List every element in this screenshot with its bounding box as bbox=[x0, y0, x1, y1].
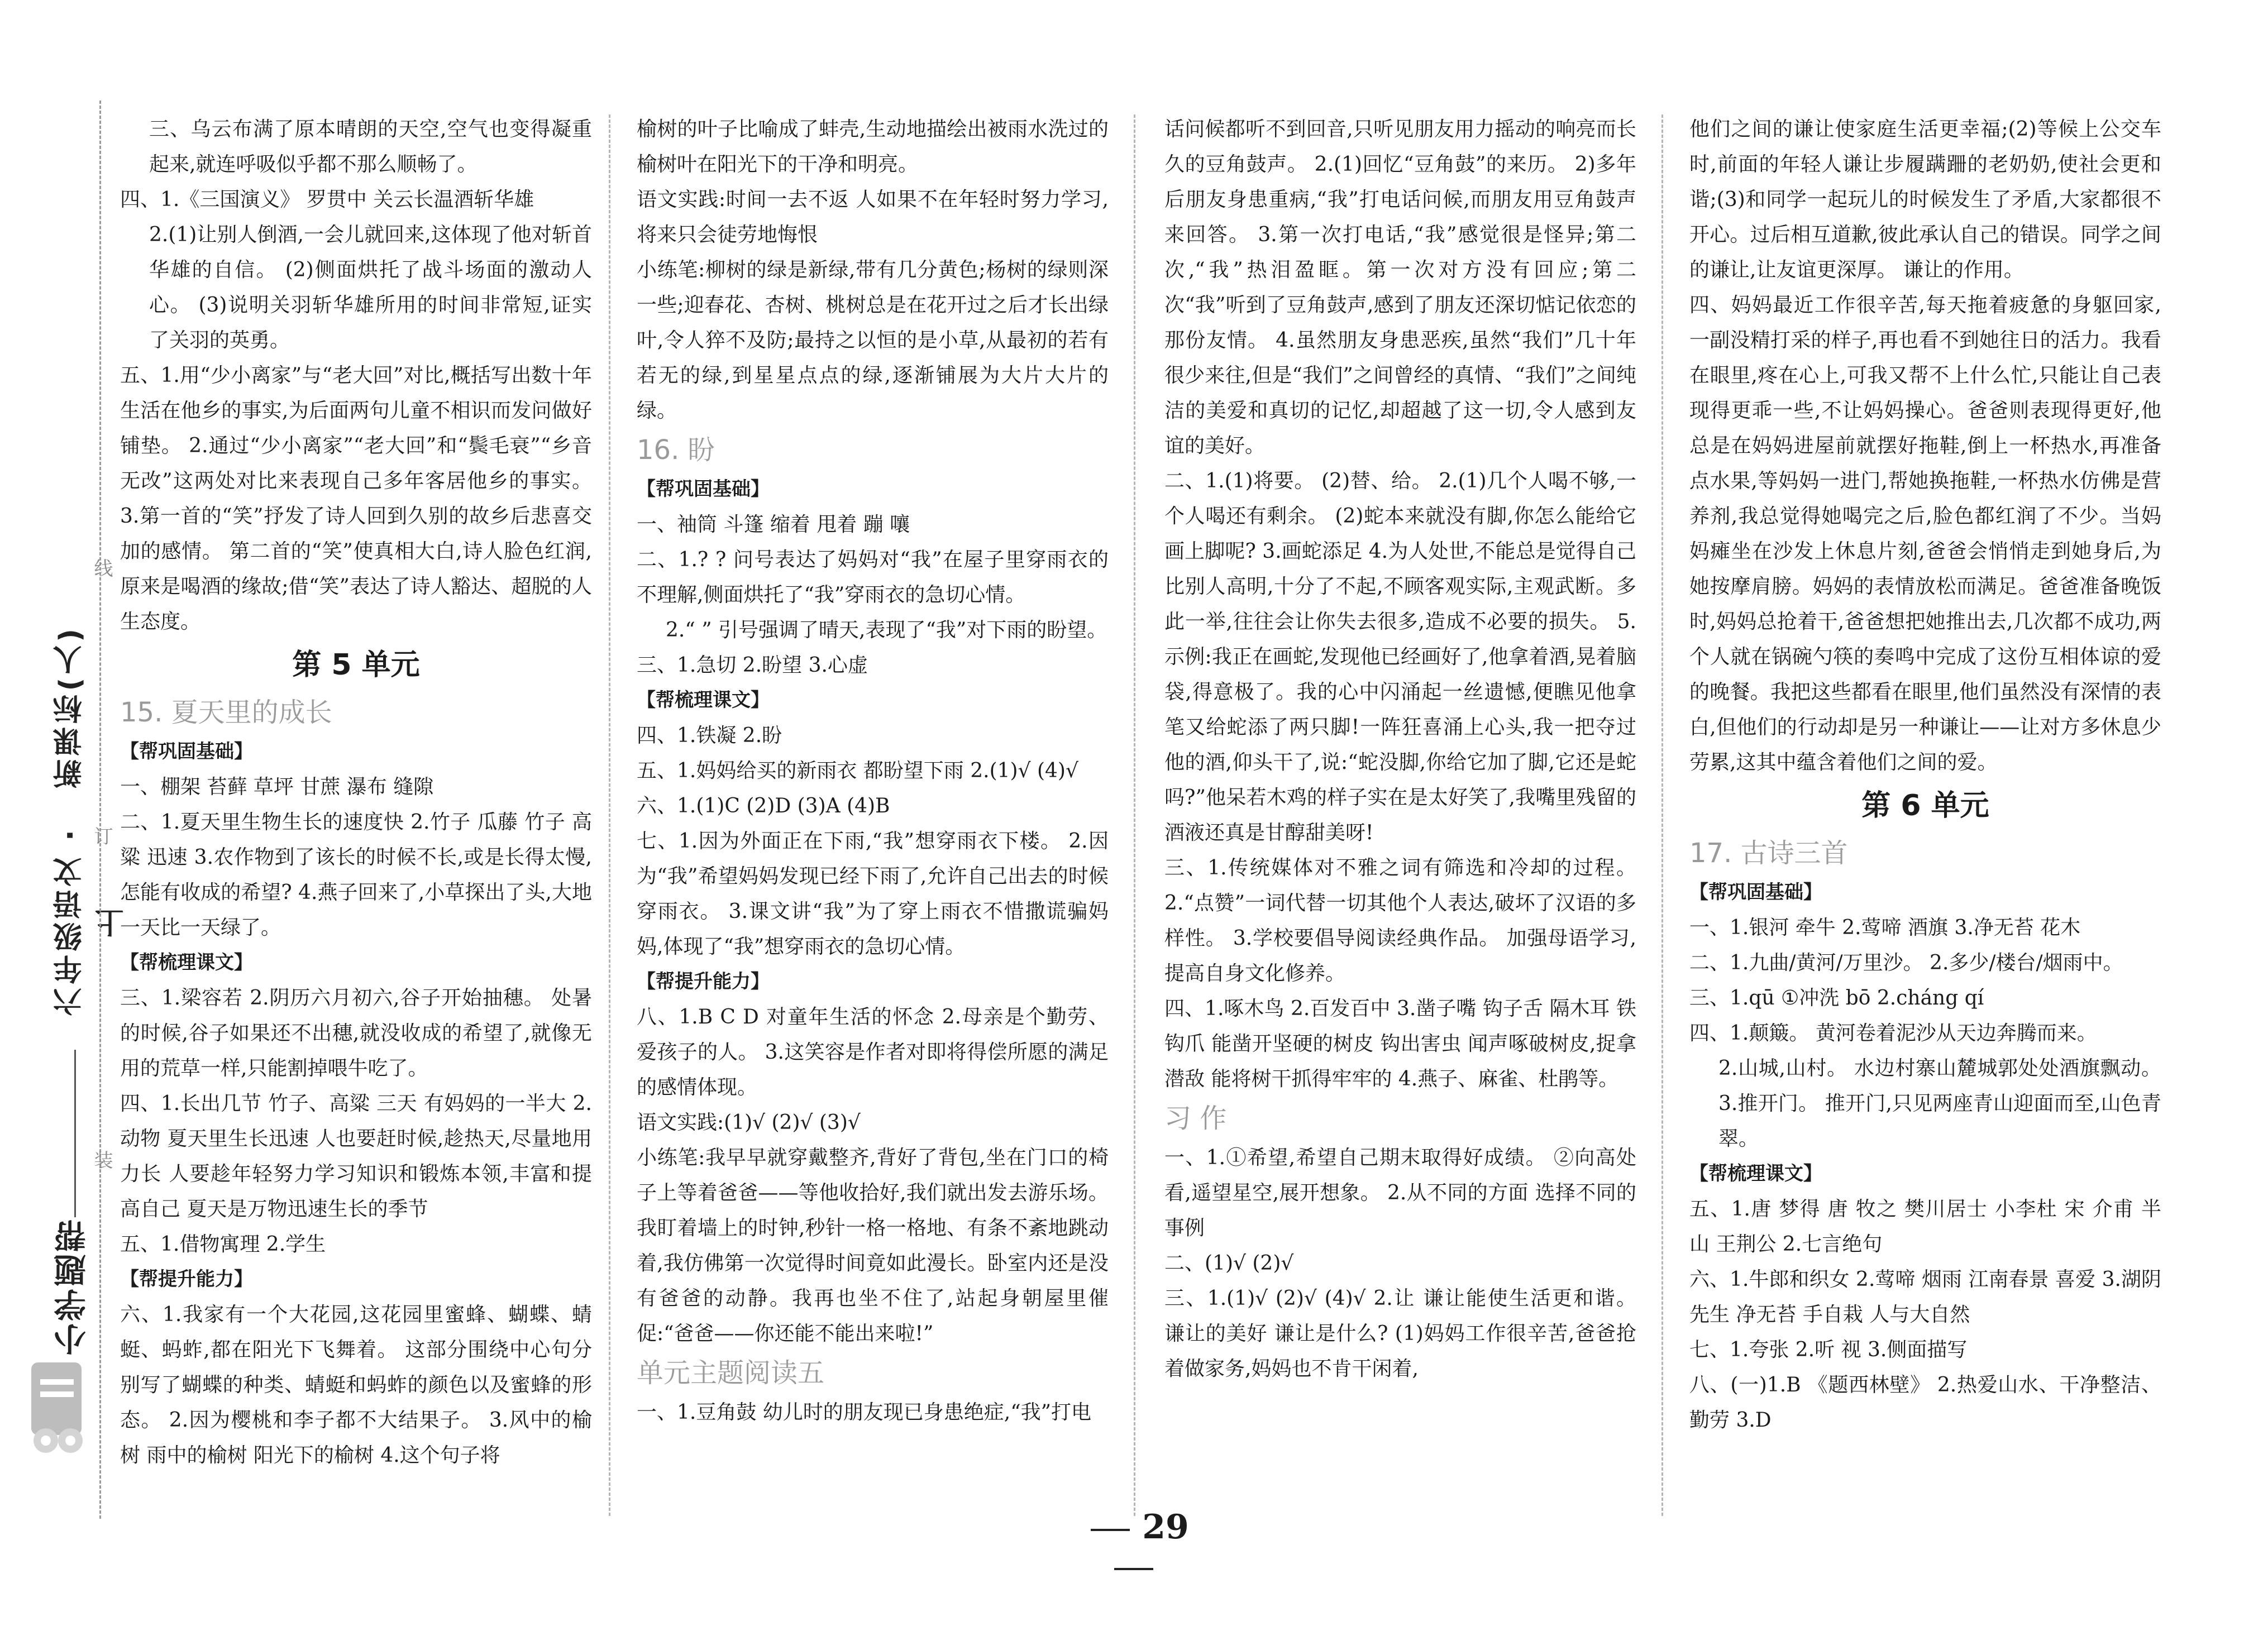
answer-column-2 bbox=[637, 112, 1109, 1430]
answer-paragraph: 语文实践:(1)√ (2)√ (3)√ bbox=[637, 1111, 861, 1134]
page-number: 29 bbox=[1050, 1508, 1217, 1586]
answer-paragraph: 五、1.借物寓理 2.学生 bbox=[120, 1233, 326, 1256]
column-divider bbox=[1134, 114, 1135, 1516]
section-tag: 【帮梳理课文】 bbox=[1689, 1163, 1822, 1185]
book-title: 六年级语文 · 上 bbox=[54, 826, 129, 1016]
unit-heading: 第 6 单元 bbox=[1861, 789, 1989, 822]
section-tag: 【帮梳理课文】 bbox=[120, 951, 253, 974]
section-tag: 【帮巩固基础】 bbox=[637, 478, 770, 500]
answer-paragraph: 二、1.夏天里生物生长的速度快 2.竹子 瓜藤 竹子 高粱 迅速 3.农作物到了该长的时候不长,或是长得太慢,怎能有收成的希望? 4.燕子回来了,小草探出了头,大地一天比一天绿了。 bbox=[120, 811, 592, 939]
answer-paragraph: 2.“ ” 引号强调了晴天,表现了“我”对下雨的盼望。 bbox=[666, 619, 1107, 642]
answer-paragraph: 一、1.银河 牵牛 2.莺啼 酒旗 3.净无苔 花木 bbox=[1689, 916, 2081, 939]
answer-paragraph: 八、1.B C D 对童年生活的怀念 2.母亲是个勤劳、爱孩子的人。 3.这笑容是作者对即将得偿所愿的满足的感情体现。 bbox=[637, 1006, 1109, 1099]
answer-paragraph: 六、1.牛郎和织女 2.莺啼 烟雨 江南春景 喜爱 3.湖阴先生 净无苔 手自栽 人与大自然 bbox=[1689, 1268, 2161, 1326]
answer-paragraph: 三、1.急切 2.盼望 3.心虚 bbox=[637, 654, 868, 677]
section-tag: 【帮提升能力】 bbox=[637, 970, 770, 993]
answer-paragraph: 他们之间的谦让使家庭生活更幸福;(2)等候上公交车时,前面的年轻人谦让步履蹒跚的老奶奶,使社会更和谐;(3)和同学一起玩儿的时候发生了矛盾,大家都很不开心。过后相互道歉,彼此承认自己的错误。同学之间的谦让,让友谊更深厚。 谦让的作用。 bbox=[1689, 118, 2161, 281]
answer-paragraph: 一、1.豆角鼓 幼儿时的朋友现已身患绝症,“我”打电 bbox=[637, 1401, 1092, 1424]
answer-paragraph: 三、1.传统媒体对不雅之词有筛选和冷却的过程。 2.“点赞”一词代替一切其他个人表达,破坏了汉语的多样性。 3.学校要倡导阅读经典作品。 加强母语学习,提高自身文化修养。 bbox=[1164, 857, 1636, 985]
brand-name: 小学题帮 bbox=[54, 1217, 92, 1356]
answer-paragraph: 七、1.夸张 2.听 视 3.侧面描写 bbox=[1689, 1338, 1968, 1361]
section-tag: 【帮巩固基础】 bbox=[1689, 881, 1822, 903]
answer-paragraph: 七、1.因为外面正在下雨,“我”想穿雨衣下楼。 2.因为“我”希望妈妈发现已经下雨了,允许自己出去的时候穿雨衣。 3.课文讲“我”为了穿上雨衣不惜撒谎骗妈妈,体现了“我”想穿雨衣的急切心情。 bbox=[637, 830, 1109, 958]
answer-paragraph: 四、妈妈最近工作很辛苦,每天拖着疲惫的身躯回家,一副没精打采的样子,再也看不到她往日的活力。我看在眼里,疼在心上,可我又帮不上什么忙,只能让自己表现得更乖一些,不让妈妈操心。爸爸则表现得更好,他总是在妈妈进屋前就摆好拖鞋,倒上一杯热水,再准备点水果,等妈妈一进门,帮她换拖鞋,一杯热水仿佛是营养剂,我总觉得她喝完之后,脸色都红润了不少。当妈妈瘫坐在沙发上休息片刻,爸爸会悄悄走到她身后,为她按摩肩膀。妈妈的表情放松而满足。爸爸准备晚饭时,妈妈总抢着干,爸爸想把她推出去,几次都不成功,两个人就在锅碗勺筷的奏鸣中完成了这份互相体谅的爱的晚餐。我把这些都看在眼里,他们虽然没有深情的表白,但他们的行动却是另一种谦让——让对方多休息少劳累,这其中蕴含着他们之间的爱。 bbox=[1689, 294, 2161, 774]
answer-column-4 bbox=[1689, 112, 2161, 1438]
reading-title: 单元主题阅读五 bbox=[637, 1357, 825, 1389]
unit-heading: 第 5 单元 bbox=[292, 648, 420, 682]
answer-paragraph: 2.(1)让别人倒酒,一会儿就回来,这体现了他对斩首华雄的自信。 (2)侧面烘托了战斗场面的激动人心。 (3)说明关羽斩华雄所用的时间非常短,证实了关羽的英勇。 bbox=[149, 223, 592, 352]
column-divider bbox=[609, 114, 610, 1516]
answer-paragraph: 五、1.唐 梦得 唐 牧之 樊川居士 小李杜 宋 介甫 半山 王荆公 2.七言绝句 bbox=[1689, 1198, 2161, 1256]
answer-paragraph: 六、1.我家有一个大花园,这花园里蜜蜂、蝴蝶、蜻蜓、蚂蚱,都在阳光下飞舞着。 这部分围绕中心句分别写了蝴蝶的种类、蜻蜓和蚂蚱的颜色以及蜜蜂的形态。 2.因为樱桃和李子都不大结果子。 3.风中的榆树 雨中的榆树 阳光下的榆树 4.这个句子将 bbox=[120, 1303, 592, 1467]
answer-paragraph: 四、1.《三国演义》 罗贯中 关云长温酒斩华雄 bbox=[120, 188, 534, 211]
lesson-title: 15. 夏天里的成长 bbox=[120, 697, 332, 728]
binding-sidebar bbox=[10, 0, 129, 1631]
answer-paragraph: 小练笔:柳树的绿是新绿,带有几分黄色;杨树的绿则深一些;迎春花、杏树、桃树总是在花开过之后才长出绿叶,令人猝不及防;最持之以恒的是小草,从最初的若有若无的绿,到星星点点的绿,逐渐铺展为大片大片的绿。 bbox=[637, 259, 1109, 422]
answer-paragraph: 二、(1)√ (2)√ bbox=[1164, 1252, 1294, 1275]
answer-paragraph: 三、1.qū ①冲洗 bō 2.cháng qí bbox=[1689, 987, 1984, 1010]
book-logo-icon bbox=[27, 1357, 88, 1463]
answer-paragraph: 八、(一)1.B 《题西林壁》 2.热爱山水、干净整洁、勤劳 3.D bbox=[1689, 1374, 2161, 1432]
cut-mark-line: 线 bbox=[90, 558, 113, 577]
answer-paragraph: 2.山城,山村。 水边村寨山麓城郭处处酒旗飘动。 3.推开门。 推开门,只见两座青山迎面而至,山色青翠。 bbox=[1718, 1057, 2161, 1150]
answer-paragraph: 三、1.梁容若 2.阴历六月初六,谷子开始抽穗。 处暑的时候,谷子如果还不出穗,就没收成的希望了,就像无用的荒草一样,只能割掉喂牛吃了。 bbox=[120, 987, 592, 1080]
writing-title: 习 作 bbox=[1164, 1103, 1227, 1134]
answer-paragraph: 四、1.铁凝 2.盼 bbox=[637, 724, 782, 747]
edition-label: 新课标(人) bbox=[54, 625, 87, 788]
cut-line bbox=[99, 101, 101, 1519]
answer-paragraph: 小练笔:我早早就穿戴整齐,背好了背包,坐在门口的椅子上等着爸爸——等他收拾好,我们就出发去游乐场。我盯着墙上的时钟,秒针一格一格地、有条不紊地跳动着,我仿佛第一次觉得时间竟如此漫长。卧室内还是没有爸爸的动静。我再也坐不住了,站起身朝屋里催促:“爸爸——你还能不能出来啦!” bbox=[637, 1146, 1109, 1345]
answer-paragraph: 一、袖筒 斗篷 缩着 甩着 蹦 嚷 bbox=[637, 513, 910, 536]
answer-paragraph: 语文实践:时间一去不返 人如果不在年轻时努力学习,将来只会徒劳地悔恨 bbox=[637, 188, 1109, 246]
answer-paragraph: 二、1.(1)将要。 (2)替、给。 2.(1)几个人喝不够,一个人喝还有剩余。 (2)蛇本来就没有脚,你怎么能给它画上脚呢? 3.画蛇添足 4.为人处世,不能总是觉得自己比别人高明,十分了不起,不顾客观实际,主观武断。多此一举,往往会让你失去很多,造成不必要的损失。 5.示例:我正在画蛇,发现他已经画好了,他拿着酒,晃着脑袋,得意极了。我的心中闪涌起一丝遗憾,便瞧见他拿笔又给蛇添了两只脚!一阵狂喜涌上心头,我一把夺过他的酒,仰头干了,说:“蛇没脚,你给它加了脚,它还是蛇吗?”他呆若木鸡的样子实在是太好笑了,我嘴里残留的酒液还真是甘醇甜美呀! bbox=[1164, 470, 1636, 844]
answer-paragraph: 四、1.颠簸。 黄河卷着泥沙从天边奔腾而来。 bbox=[1689, 1022, 2097, 1045]
answer-paragraph: 四、1.啄木鸟 2.百发百中 3.凿子嘴 钩子舌 隔木耳 铁钩爪 能凿开坚硬的树皮 钩出害虫 闻声啄破树皮,捉拿潜敌 能将树干抓得牢牢的 4.燕子、麻雀、杜鹃等。 bbox=[1164, 997, 1636, 1090]
answer-paragraph: 五、1.用“少小离家”与“老大回”对比,概括写出数十年生活在他乡的事实,为后面两句儿童不相识而发问做好铺垫。 2.通过“少小离家”“老大回”和“鬓毛衰”“乡音无改”这两处对比来表现自己多年客居他乡的事实。 3.第一首的“笑”抒发了诗人回到久别的故乡后悲喜交加的感情。 第二首的“笑”使真相大白,诗人脸色红润,原来是喝酒的缘故;借“笑”表达了诗人豁达、超脱的人生态度。 bbox=[120, 364, 592, 633]
cut-mark-fold: 装 bbox=[90, 1150, 113, 1169]
section-tag: 【帮梳理课文】 bbox=[637, 689, 770, 711]
answer-paragraph: 三、乌云布满了原本晴朗的天空,空气也变得凝重起来,就连呼吸似乎都不那么顺畅了。 bbox=[149, 118, 592, 176]
answer-paragraph: 三、1.(1)√ (2)√ (4)√ 2.让 谦让能使生活更和谐。 谦让的美好 谦让是什么? (1)妈妈工作很辛苦,爸爸抢着做家务,妈妈也不肯干闲着, bbox=[1164, 1287, 1636, 1380]
answer-column-3 bbox=[1164, 112, 1636, 1386]
answer-paragraph: 一、1.①希望,希望自己期末取得好成绩。 ②向高处看,遥望星空,展开想象。 2.从不同的方面 选择不同的事例 bbox=[1164, 1146, 1636, 1240]
answer-paragraph: 二、1.? ? 问号表达了妈妈对“我”在屋子里穿雨衣的不理解,侧面烘托了“我”穿雨衣的急切心情。 bbox=[637, 548, 1109, 606]
cut-mark-bind: 订 bbox=[90, 826, 113, 845]
answer-paragraph: 四、1.长出几节 竹子、高粱 三天 有妈妈的一半大 2.动物 夏天里生长迅速 人也要赶时候,趁热天,尽量地用力长 人要趁年轻努力学习知识和锻炼本领,丰富和提高自己 夏天是万物迅速生长的季节 bbox=[120, 1092, 592, 1221]
section-tag: 【帮巩固基础】 bbox=[120, 740, 253, 763]
lesson-title: 17. 古诗三首 bbox=[1689, 838, 1848, 869]
answer-paragraph: 五、1.妈妈给买的新雨衣 都盼望下雨 2.(1)√ (4)√ bbox=[637, 759, 1078, 782]
sidebar-rule bbox=[74, 1050, 76, 1217]
lesson-title: 16. 盼 bbox=[637, 434, 715, 466]
section-tag: 【帮提升能力】 bbox=[120, 1268, 253, 1290]
column-divider bbox=[1661, 114, 1663, 1516]
answer-paragraph: 六、1.(1)C (2)D (3)A (4)B bbox=[637, 795, 890, 817]
answer-paragraph: 榆树的叶子比喻成了蚌壳,生动地描绘出被雨水洗过的榆树叶在阳光下的干净和明亮。 bbox=[637, 118, 1109, 176]
answer-column-1 bbox=[120, 112, 592, 1473]
answer-paragraph: 话问候都听不到回音,只听见朋友用力摇动的响亮而长久的豆角鼓声。 2.(1)回忆“豆角鼓”的来历。 2)多年后朋友身患重病,“我”打电话问候,而朋友用豆角鼓声来回答。 3.第一次打电话,“我”感觉很是怪异;第二次,“我”热泪盈眶。第一次对方没有回应;第二次“我”听到了豆角鼓声,感到了朋友还深切惦记依恋的那份友情。 4.虽然朋友身患恶疾,虽然“我们”几十年很少来往,但是“我们”之间曾经的真情、“我们”之间纯洁的美爱和真切的记忆,却超越了这一切,令人感到友谊的美好。 bbox=[1164, 118, 1636, 457]
answer-paragraph: 二、1.九曲/黄河/万里沙。 2.多少/楼台/烟雨中。 bbox=[1689, 951, 2123, 974]
answer-paragraph: 一、棚架 苔藓 草坪 甘蔗 瀑布 缝隙 bbox=[120, 776, 434, 798]
